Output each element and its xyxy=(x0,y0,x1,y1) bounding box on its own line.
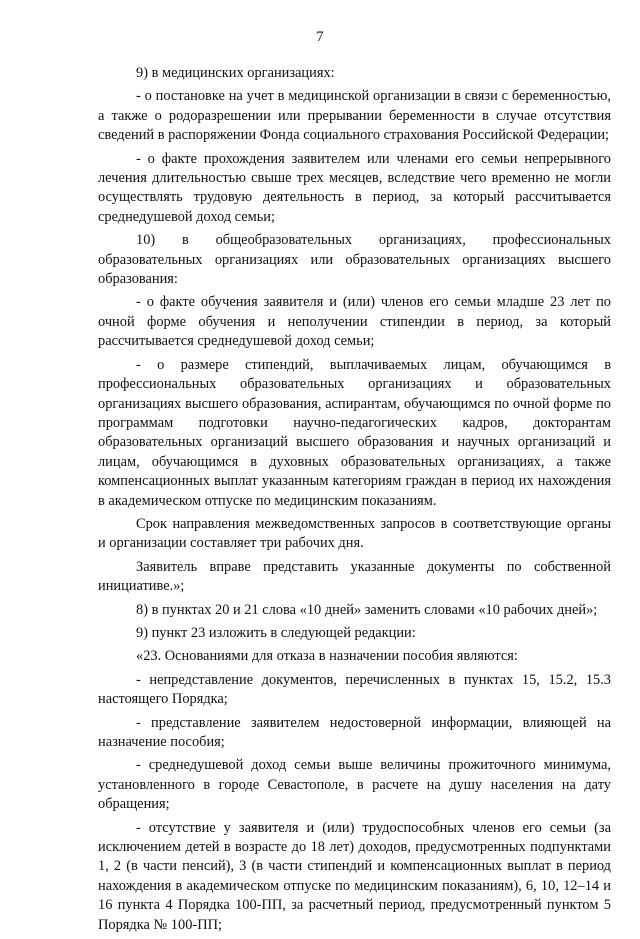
paragraph-applicant-initiative: Заявитель вправе представить указанные документы по собственной инициативе.»; xyxy=(98,558,611,595)
paragraph-income-above-minimum: - среднедушевой доход семьи выше величины прожиточного минимума, установленного в городе Севастополе, в расчете на душу населения на дату обращения; xyxy=(98,757,611,813)
paragraph-medical-orgs: 9) в медицинских организациях: xyxy=(136,65,335,81)
paragraph-no-income: - отсутствие у заявителя и (или) трудоспособных членов его семьи (за исключением детей в возрасте до 18 лет) доходов, предусмотренных подпунктами 1, 2 (в части пенсий), 3 (в части стипендий и компенсационных выплат в период нахождения в академическом отпуске по медицинским показаниям), 6, 10, 12–14 и 16 пункта 4 Порядка 100-ПП, за расчетный период, предусмотренный пунктом 5 Порядка № 100-ПП; xyxy=(98,819,611,933)
paragraph-refusal-grounds: «23. Основаниями для отказа в назначении пособия являются: xyxy=(136,648,518,665)
paragraph-item-8: 8) в пунктах 20 и 21 слова «10 дней» заменить словами «10 рабочих дней»; xyxy=(136,601,598,618)
paragraph-non-submission: - непредставление документов, перечисленных в пунктах 15, 15.2, 15.3 настоящего Порядка; xyxy=(98,671,611,708)
page-number: 7 xyxy=(316,29,324,45)
paragraph-item-9: 9) пункт 23 изложить в следующей редакции: xyxy=(136,624,416,641)
paragraph-long-treatment: - о факте прохождения заявителем или членами его семьи непрерывного лечения длительностью свыше трех месяцев, вследствие чего временно не могли осуществлять трудовую деятельность в период, за который рассчитывается среднедушевой доход семьи; xyxy=(98,150,611,225)
paragraph-false-information: - представление заявителем недостоверной информации, влияющей на назначение пособия; xyxy=(98,714,611,750)
paragraph-stipend-amount: - о размере стипендий, выплачиваемых лицам, обучающимся в профессиональных образовательных организациях и образовательных организациях высшего образования, аспирантам, обучающимся по очной форме по программам подготовки научно-педагогических кадров, докторантам образовательных организаций высшего образования и научных организаций и лицам, обучающимся в духовных образовательных организациях, а также компенсационных выплат указанным категориям граждан в период их нахождения в академическом отпуске по медицинским показаниям. xyxy=(98,356,611,509)
paragraph-pregnancy-registration: - о постановке на учет в медицинской организации в связи с беременностью, а также о родоразрешении или прерывании беременности в случае отсутствия сведений в распоряжении Фонда социального страхования Российской Федерации; xyxy=(98,88,611,144)
paragraph-study-fact: - о факте обучения заявителя и (или) членов его семьи младше 23 лет по очной форме обучения и неполучении стипендии в период, за который рассчитывается среднедушевой доход семьи; xyxy=(98,294,611,350)
paragraph-educational-orgs: 10) в общеобразовательных организациях, профессиональных образовательных организациях или образовательных организациях высшего образования: xyxy=(98,232,611,288)
document-body xyxy=(98,64,611,939)
paragraph-request-deadline: Срок направления межведомственных запросов в соответствующие органы и организации составляет три рабочих дня. xyxy=(98,515,611,552)
